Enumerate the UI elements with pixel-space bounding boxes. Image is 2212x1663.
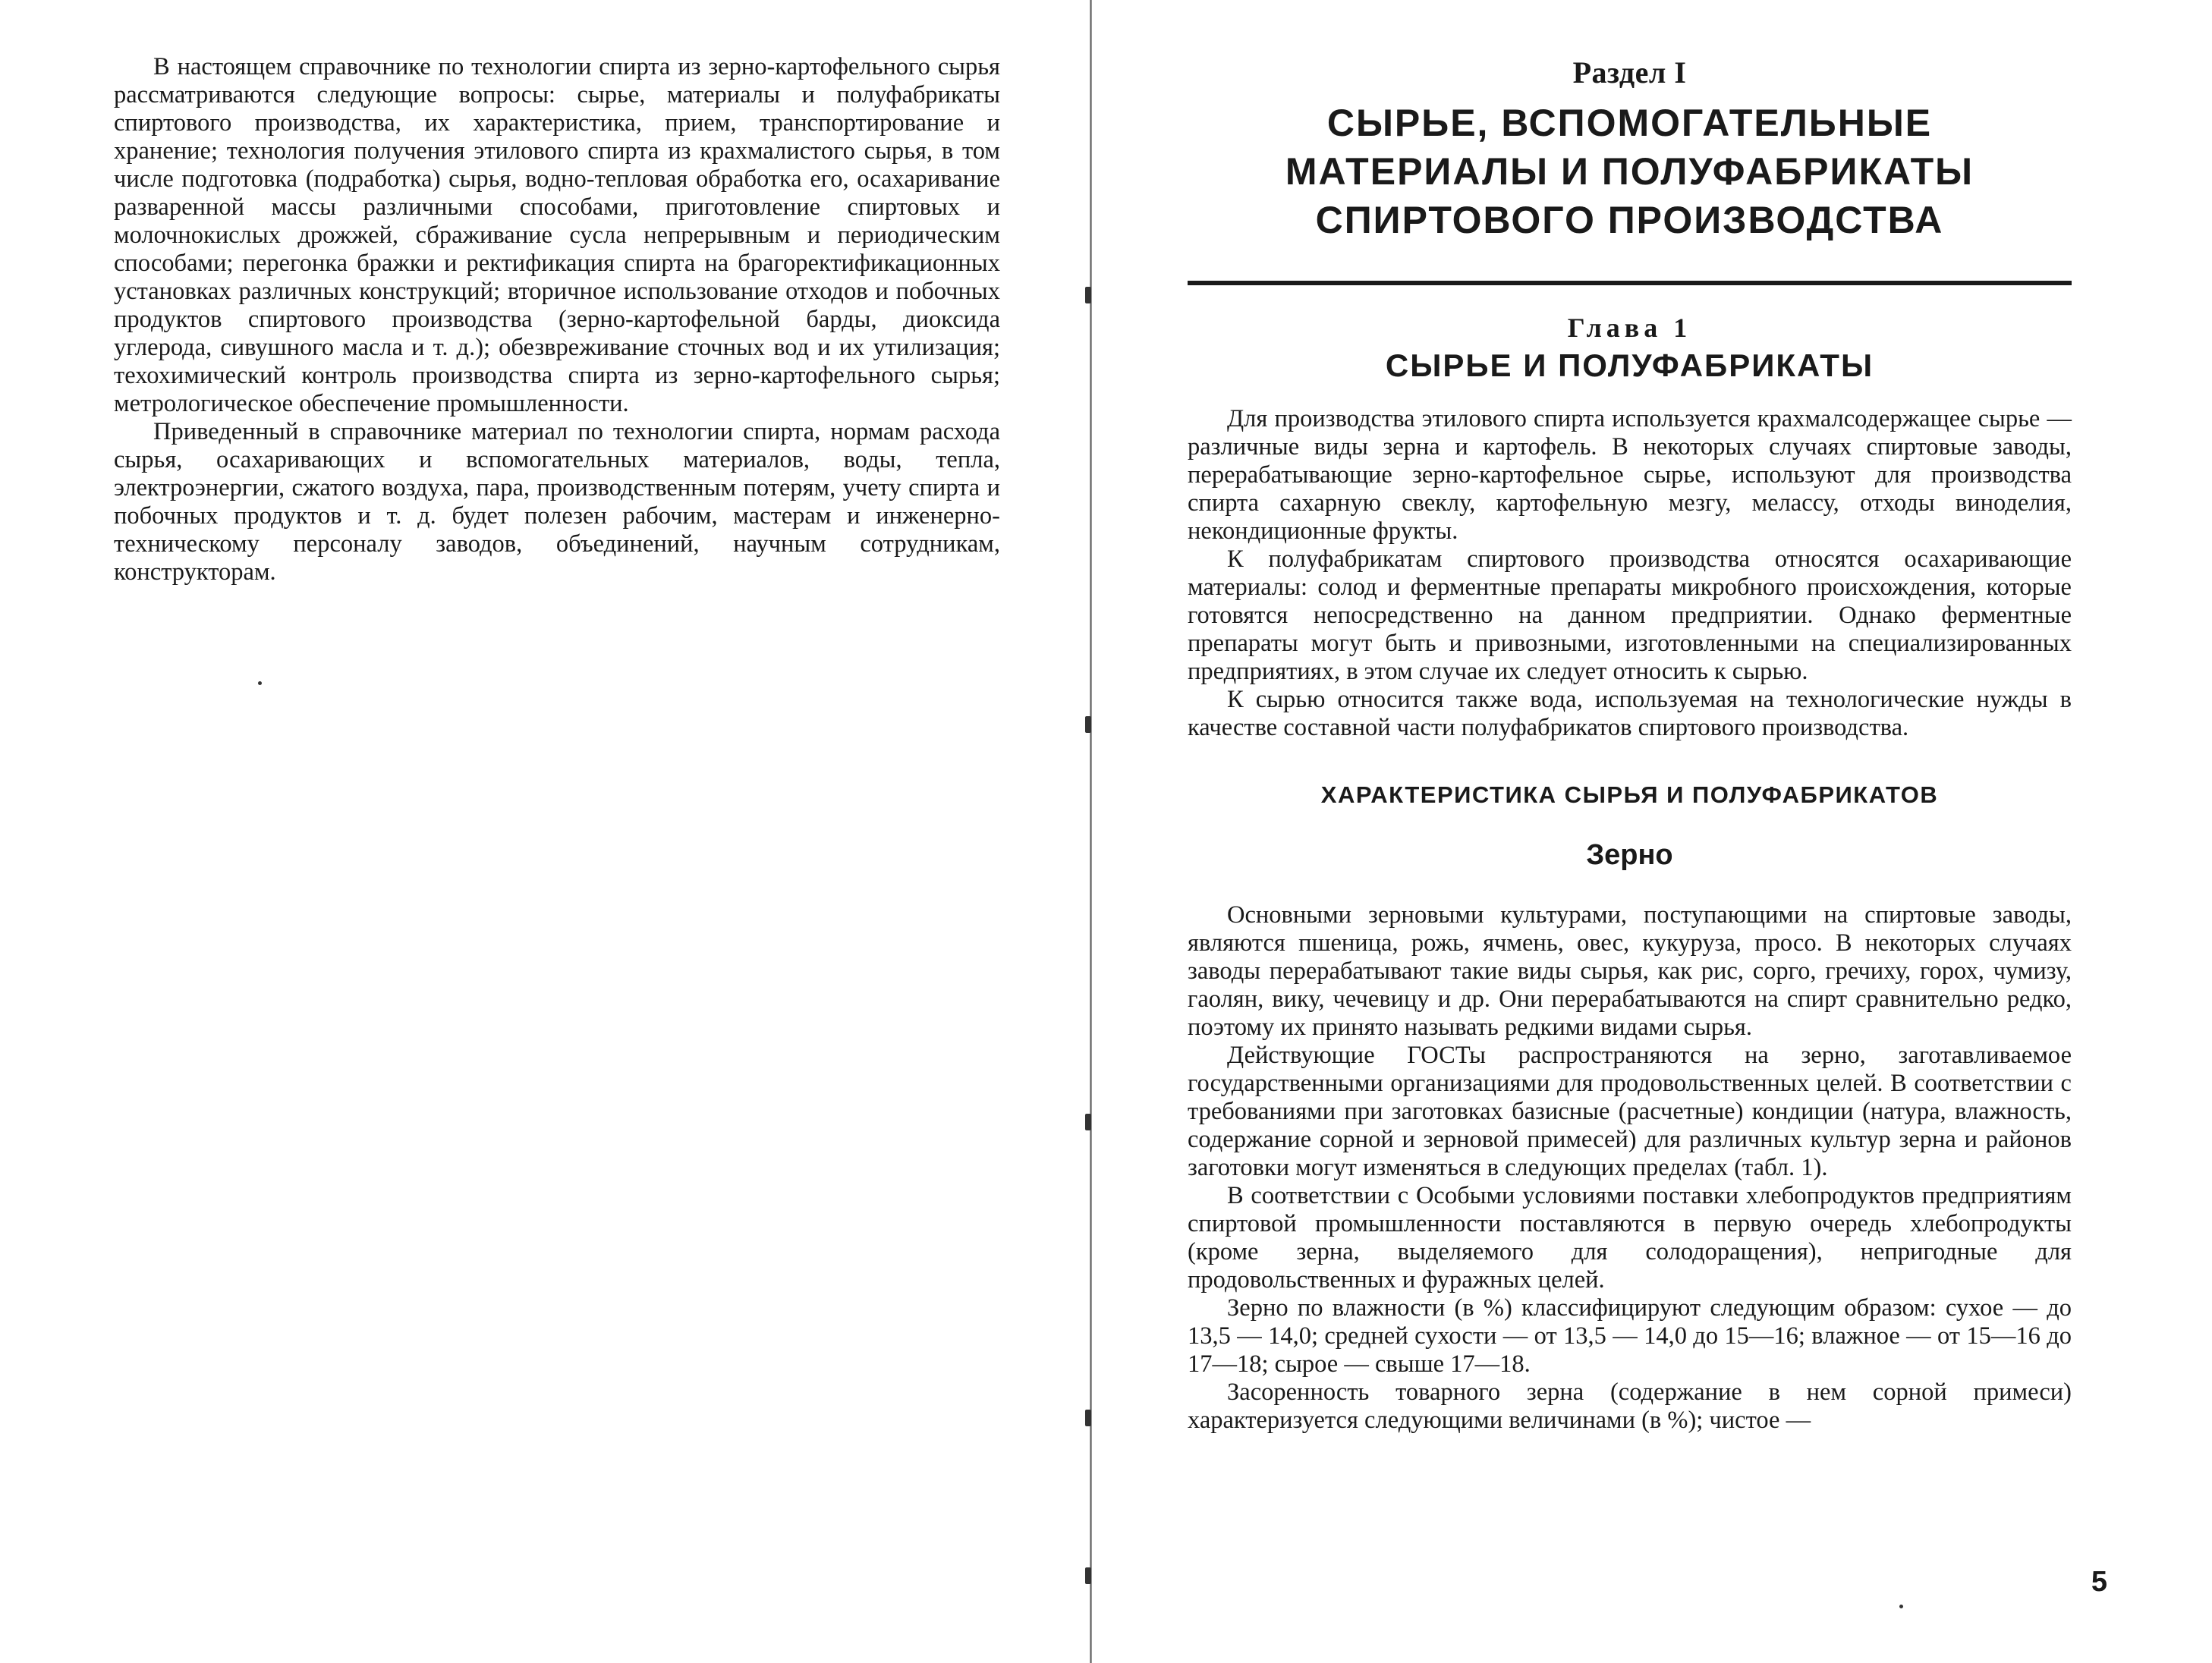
gutter-mark — [1085, 1567, 1091, 1584]
gutter-mark — [1085, 1410, 1091, 1426]
scan-speck — [258, 681, 262, 685]
grain-paragraph-4: Зерно по влажности (в %) классифицируют следующим образом: сухое — до 13,5 — 14,0; средней сухости — от 13,5 — 14,0 до 15—16; влажное — от 15—16 до 17—18; сырое — свыше 17—18. — [1188, 1294, 2072, 1378]
chapter-label: Глава 1 — [1567, 313, 1692, 343]
scan-speck — [1899, 1605, 1903, 1608]
right-text-column — [1188, 55, 2072, 1435]
chapter-paragraph-2: К полуфабрикатам спиртового производства относятся осахаривающие материалы: солод и ферментные препараты микробного происхождения, которые готовятся непосредственно на данном предприятии. Однако ферментные препараты могут быть и привозными, изготовленными на специализированных предприятиях, в этом случае их следует относить к сырью. — [1188, 545, 2072, 685]
section-title-line: СПИРТОВОГО ПРОИЗВОДСТВА — [1315, 199, 1944, 241]
section-divider — [1188, 281, 2072, 285]
left-page — [0, 0, 1093, 1663]
section-label: Раздел I — [1572, 55, 1687, 90]
gutter-mark — [1085, 716, 1091, 733]
left-paragraph-2: Приведенный в справочнике материал по технологии спирта, нормам расхода сырья, осахаривающих и вспомогательных материалов, воды, тепла, электроэнергии, сжатого воздуха, пара, производственным потерям, учету спирта и побочных продуктов и т. д. будет полезен рабочим, мастерам и инженерно-техническому персоналу заводов, объединений, научным сотрудникам, конструкторам. — [114, 418, 1000, 586]
chapter-paragraph-3: К сырью относится также вода, используемая на технологические нужды в качестве составной части полуфабрикатов спиртового производства. — [1188, 686, 2072, 741]
chapter-paragraph-1: Для производства этилового спирта используется крахмалсодержащее сырье — различные виды зерна и картофель. В некоторых случаях спиртовые заводы, перерабатывающие зерно-картофельное сырье, используют для производства спирта сахарную свеклу, картофельную мезгу, мелассу, отходы виноделия, некондиционные фрукты. — [1188, 405, 2072, 545]
gutter-mark — [1085, 1114, 1091, 1130]
section-title-line: СЫРЬЕ, ВСПОМОГАТЕЛЬНЫЕ — [1326, 102, 1933, 144]
gutter-mark — [1085, 287, 1091, 303]
chapter-title: СЫРЬЕ И ПОЛУФАБРИКАТЫ — [1385, 347, 1874, 383]
section-title-line: МАТЕРИАЛЫ И ПОЛУФАБРИКАТЫ — [1285, 150, 1974, 193]
section-title — [1188, 99, 2072, 244]
grain-paragraph-5: Засоренность товарного зерна (содержание в нем сорной примеси) характеризуется следующими величинами (в %); чистое — — [1188, 1378, 2072, 1434]
grain-paragraph-2: Действующие ГОСТы распространяются на зерно, заготавливаемое государственными организациями для продовольственных целей. В соответствии с требованиями при заготовках базисные (расчетные) кондиции (натура, влажность, содержание сорной и зерновой примесей) для различных культур зерна и районов заготовки могут изменяться в следующих пределах (табл. 1). — [1188, 1042, 2072, 1181]
subsubsection-heading: Зерно — [1586, 839, 1673, 871]
subsection-heading: ХАРАКТЕРИСТИКА СЫРЬЯ И ПОЛУФАБРИКАТОВ — [1320, 781, 1939, 808]
grain-paragraph-1: Основными зерновыми культурами, поступающими на спиртовые заводы, являются пшеница, рожь, ячмень, овес, кукуруза, просо. В некоторых случаях заводы перерабатывают такие виды сырья, как рис, сорго, гречиху, горох, чумизу, гаолян, вику, чечевицу и др. Они перерабатываются на спирт сравнительно редко, поэтому их принято называть редкими видами сырья. — [1188, 901, 2072, 1041]
grain-paragraph-3: В соответствии с Особыми условиями поставки хлебопродуктов предприятиям спиртовой промышленности поставляются в первую очередь хлебопродукты (кроме зерна, выделяемого для солодоращения), непригодные для продовольственных и фуражных целей. — [1188, 1182, 2072, 1294]
left-paragraph-1: В настоящем справочнике по технологии спирта из зерно-картофельного сырья рассматриваются следующие вопросы: сырье, материалы и полуфабрикаты спиртового производства, их характеристика, прием, транспортирование и хранение; технология получения этилового спирта из крахмалистого сырья, в том числе подготовка (подработка) сырья, водно-тепловая обработка его, осахаривание разваренной массы различными способами, приготовление спиртовых и молочнокислых дрожжей, сбраживание сусла непрерывным и периодическим способами; перегонка бражки и ректификация спирта на брагоректификационных установках различных конструкций; вторичное использование отходов и побочных продуктов спиртового производства (зерно-картофельной барды, диоксида углерода, сивушного масла и т. д.); обезвреживание сточных вод и их утилизация; техохимический контроль производства спирта из зерно-картофельного сырья; метрологическое обеспечение промышленности. — [114, 53, 1000, 417]
page-number: 5 — [2091, 1566, 2107, 1598]
left-text-column — [114, 53, 1000, 586]
right-page — [1093, 0, 2212, 1663]
